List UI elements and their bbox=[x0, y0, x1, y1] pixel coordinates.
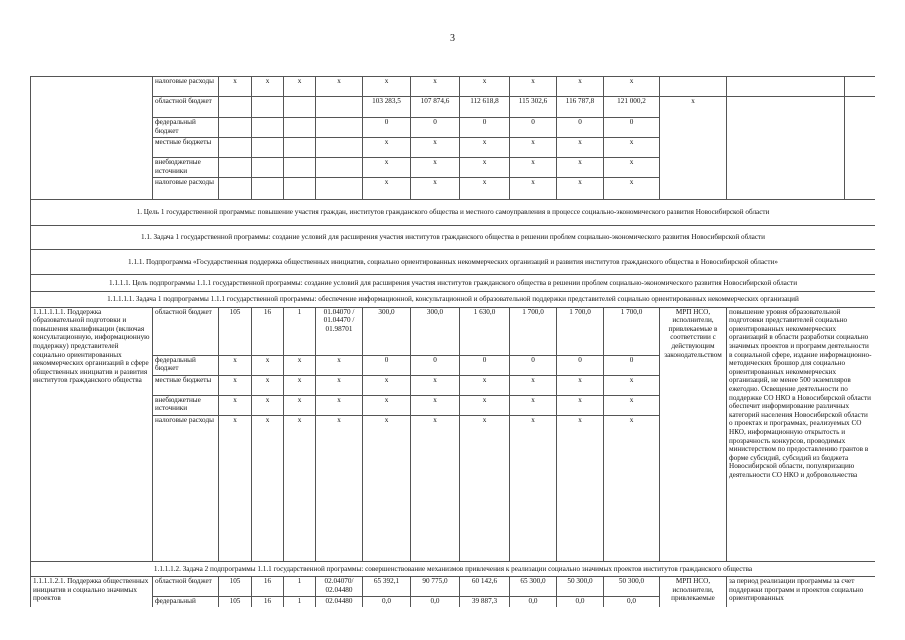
value-cell bbox=[316, 158, 363, 178]
source-label: налоговые расходы bbox=[153, 178, 219, 200]
value-cell: x bbox=[252, 355, 284, 375]
section-heading-row bbox=[31, 250, 876, 275]
value-cell: 65 392,1 bbox=[363, 577, 411, 597]
value-cell: 0,0 bbox=[557, 597, 604, 607]
item-name-cell bbox=[31, 77, 153, 200]
value-cell bbox=[219, 118, 252, 138]
value-cell: 0 bbox=[411, 355, 460, 375]
value-cell bbox=[252, 178, 284, 200]
value-cell bbox=[316, 178, 363, 200]
value-cell: x bbox=[411, 375, 460, 395]
value-cell: x bbox=[510, 138, 557, 158]
value-cell bbox=[252, 97, 284, 118]
value-cell: x bbox=[252, 375, 284, 395]
value-cell: x bbox=[510, 158, 557, 178]
value-cell: x bbox=[557, 138, 604, 158]
source-label: налоговые расходы bbox=[153, 415, 219, 561]
value-cell: 116 787,8 bbox=[557, 97, 604, 118]
value-cell: x bbox=[604, 158, 660, 178]
value-cell: x bbox=[363, 395, 411, 415]
value-cell: x bbox=[604, 415, 660, 561]
value-cell: x bbox=[460, 158, 510, 178]
value-cell: x bbox=[219, 355, 252, 375]
value-cell: 112 618,8 bbox=[460, 97, 510, 118]
value-cell: x bbox=[219, 375, 252, 395]
section-heading-row bbox=[31, 226, 876, 250]
value-cell: x bbox=[557, 158, 604, 178]
measure-2-responsible: МРП НСО, исполнители, привлекаемые bbox=[660, 577, 727, 607]
value-cell: 50 300,0 bbox=[557, 577, 604, 597]
value-cell: x bbox=[510, 415, 557, 561]
table-row bbox=[31, 577, 876, 597]
value-cell: x bbox=[411, 395, 460, 415]
value-cell: x bbox=[460, 415, 510, 561]
value-cell: 0,0 bbox=[510, 597, 557, 607]
section-heading: 1. Цель 1 государственной программы: повышение участия граждан, институтов гражданского общества и местного самоуправления в процессе социально-экономического развития Новосибирской области bbox=[31, 200, 876, 226]
value-cell bbox=[219, 178, 252, 200]
value-cell: 02.04070/ 02.04480 bbox=[316, 577, 363, 597]
source-label: местные бюджеты bbox=[153, 375, 219, 395]
value-cell: x bbox=[510, 395, 557, 415]
section-heading-row bbox=[31, 561, 876, 577]
source-label: внебюджетные источники bbox=[153, 158, 219, 178]
value-cell: x bbox=[316, 395, 363, 415]
value-cell: x bbox=[510, 375, 557, 395]
source-label: областной бюджет bbox=[153, 577, 219, 597]
value-cell: 50 300,0 bbox=[604, 577, 660, 597]
value-cell: x bbox=[316, 415, 363, 561]
measure-1-name: 1.1.1.1.1.1. Поддержка образовательной подготовки и повышения квалификации (включая консультационную, информационную поддержку) представителей социально ориентированных некоммерческих организаций в сфере общественных инициатив и развития институтов гражданского общества bbox=[31, 307, 153, 561]
value-cell: x bbox=[411, 138, 460, 158]
section-heading-row bbox=[31, 275, 876, 292]
value-cell: 0,0 bbox=[411, 597, 460, 607]
result-cell bbox=[727, 77, 845, 97]
value-cell: 0,0 bbox=[604, 597, 660, 607]
value-cell: 0,0 bbox=[363, 597, 411, 607]
value-cell bbox=[316, 118, 363, 138]
value-cell: x bbox=[411, 415, 460, 561]
value-cell bbox=[284, 97, 316, 118]
responsible-cell bbox=[660, 77, 727, 97]
value-cell: x bbox=[411, 77, 460, 97]
value-cell: x bbox=[604, 375, 660, 395]
source-label: областной бюджет bbox=[153, 97, 219, 118]
value-cell bbox=[252, 138, 284, 158]
value-cell: 16 bbox=[252, 577, 284, 597]
value-cell: x bbox=[316, 375, 363, 395]
value-cell: x bbox=[316, 355, 363, 375]
value-cell: x bbox=[252, 415, 284, 561]
value-cell: x bbox=[604, 138, 660, 158]
section-heading-row bbox=[31, 292, 876, 308]
value-cell: x bbox=[411, 158, 460, 178]
value-cell: 1 bbox=[284, 577, 316, 597]
value-cell: x bbox=[363, 375, 411, 395]
value-cell: 105 bbox=[219, 577, 252, 597]
value-cell: x bbox=[363, 178, 411, 200]
measure-1-responsible: МРП НСО, исполнители, привлекаемые в соответствии с действующим законодательством bbox=[660, 307, 727, 561]
value-cell: x bbox=[460, 395, 510, 415]
page-number: 3 bbox=[450, 33, 455, 44]
table-row bbox=[31, 97, 876, 118]
section-heading: 1.1.1.1. Цель подпрограммы 1.1.1 государственной программы: создание условий для расширения участия институтов гражданского общества в решении проблем социально-экономического развития Новосибирской области bbox=[31, 275, 876, 292]
value-cell bbox=[219, 97, 252, 118]
result-cell bbox=[727, 97, 845, 200]
value-cell: 0 bbox=[557, 118, 604, 138]
value-cell: 1 700,0 bbox=[557, 307, 604, 355]
value-cell: x bbox=[284, 355, 316, 375]
value-cell: 0 bbox=[460, 118, 510, 138]
value-cell: 103 283,5 bbox=[363, 97, 411, 118]
value-cell: 16 bbox=[252, 597, 284, 607]
value-cell: 0 bbox=[363, 355, 411, 375]
value-cell: x bbox=[252, 395, 284, 415]
value-cell: 1 bbox=[284, 597, 316, 607]
value-cell: x bbox=[363, 415, 411, 561]
value-cell: 39 887,3 bbox=[460, 597, 510, 607]
program-table bbox=[30, 76, 875, 607]
value-cell: 0 bbox=[510, 355, 557, 375]
value-cell: 1 700,0 bbox=[604, 307, 660, 355]
value-cell: x bbox=[252, 77, 284, 97]
value-cell: x bbox=[604, 178, 660, 200]
value-cell bbox=[316, 138, 363, 158]
section-heading: 1.1.1.1.1. Задача 1 подпрограммы 1.1.1 государственной программы: обеспечение информационной, консультационной и образовательной поддержки представителей социально ориентированных некоммерческих организаций bbox=[31, 292, 876, 308]
measure-1-result: повышение уровня образовательной подготовки представителей социально ориентированных некоммерческих организаций в области разработки социально значимых проектов и программ деятельности в социальной сфере, издание информационно-методических брошюр для социально ориентированных некоммерческих организаций, не менее 500 экземпляров ежегодно. Освещение деятельности по поддержке СО НКО в Новосибирской области обеспечит информирование различных категорий населения Новосибирской области о проектах и программах, реализуемых СО НКО, информационную открытость и прозрачность конкурсов, проводимых министерством по предоставлению грантов в форме субсидий, субсидий из бюджета Новосибирской области, популяризацию деятельности СО НКО и добровольчества bbox=[727, 307, 876, 561]
value-cell: 90 775,0 bbox=[411, 577, 460, 597]
value-cell bbox=[252, 158, 284, 178]
value-cell: 105 bbox=[219, 307, 252, 355]
section-heading: 1.1.1.1.2. Задача 2 подпрограммы 1.1.1 государственной программы: совершенствование механизмов привлечения к реализации социально значимых проектов институтов гражданского общества bbox=[31, 561, 876, 577]
value-cell: x bbox=[460, 77, 510, 97]
value-cell: x bbox=[316, 77, 363, 97]
value-cell bbox=[284, 138, 316, 158]
value-cell bbox=[316, 97, 363, 118]
value-cell: x bbox=[284, 415, 316, 561]
value-cell bbox=[252, 118, 284, 138]
responsible-cell: x bbox=[660, 97, 727, 200]
value-cell: x bbox=[557, 178, 604, 200]
value-cell: 01.04070 / 01.04470 / 01.98701 bbox=[316, 307, 363, 355]
value-cell bbox=[284, 158, 316, 178]
measure-2-name: 1.1.1.1.2.1. Поддержка общественных инициатив и социально значимых проектов bbox=[31, 577, 153, 607]
section-heading: 1.1.1. Подпрограмма «Государственная поддержка общественных инициатив, социально ориентированных некоммерческих организаций и развития институтов гражданского общества в Новосибирской области» bbox=[31, 250, 876, 275]
section-heading: 1.1. Задача 1 государственной программы: создание условий для расширения участия институтов гражданского общества в решении проблем социально-экономического развития Новосибирской области bbox=[31, 226, 876, 250]
value-cell: 16 bbox=[252, 307, 284, 355]
value-cell: x bbox=[284, 375, 316, 395]
value-cell: 0 bbox=[604, 355, 660, 375]
document-table-area bbox=[30, 76, 875, 607]
table-row bbox=[31, 307, 876, 355]
source-label: областной бюджет bbox=[153, 307, 219, 355]
extra-cell bbox=[845, 77, 876, 97]
value-cell bbox=[219, 138, 252, 158]
value-cell: x bbox=[284, 77, 316, 97]
value-cell: 0 bbox=[363, 118, 411, 138]
value-cell: x bbox=[363, 138, 411, 158]
value-cell bbox=[284, 118, 316, 138]
value-cell: x bbox=[557, 375, 604, 395]
value-cell: 0 bbox=[557, 355, 604, 375]
value-cell: x bbox=[557, 415, 604, 561]
section-heading-row bbox=[31, 200, 876, 226]
value-cell: 0 bbox=[604, 118, 660, 138]
measure-2-result: за период реализации программы за счет поддержки программ и проектов социально ориентированных bbox=[727, 577, 876, 607]
value-cell: x bbox=[219, 77, 252, 97]
value-cell: x bbox=[460, 178, 510, 200]
value-cell: 0 bbox=[510, 118, 557, 138]
value-cell: 1 bbox=[284, 307, 316, 355]
value-cell: 121 000,2 bbox=[604, 97, 660, 118]
value-cell: 60 142,6 bbox=[460, 577, 510, 597]
value-cell bbox=[219, 158, 252, 178]
value-cell: 65 300,0 bbox=[510, 577, 557, 597]
value-cell: 1 700,0 bbox=[510, 307, 557, 355]
value-cell bbox=[284, 178, 316, 200]
value-cell: x bbox=[510, 178, 557, 200]
value-cell: x bbox=[604, 77, 660, 97]
value-cell: 0 bbox=[460, 355, 510, 375]
value-cell: x bbox=[460, 375, 510, 395]
value-cell: x bbox=[510, 77, 557, 97]
source-label: федеральный бюджет bbox=[153, 118, 219, 138]
table-row bbox=[31, 77, 876, 97]
value-cell: 1 630,0 bbox=[460, 307, 510, 355]
value-cell: x bbox=[411, 178, 460, 200]
source-label: местные бюджеты bbox=[153, 138, 219, 158]
source-label: федеральный bbox=[153, 597, 219, 607]
source-label: федеральный бюджет bbox=[153, 355, 219, 375]
source-label: внебюджетные источники bbox=[153, 395, 219, 415]
extra-cell bbox=[845, 97, 876, 200]
value-cell: x bbox=[219, 415, 252, 561]
value-cell: 300,0 bbox=[411, 307, 460, 355]
value-cell: x bbox=[363, 158, 411, 178]
value-cell: 105 bbox=[219, 597, 252, 607]
value-cell: x bbox=[284, 395, 316, 415]
value-cell: 300,0 bbox=[363, 307, 411, 355]
value-cell: x bbox=[557, 77, 604, 97]
value-cell: x bbox=[557, 395, 604, 415]
value-cell: x bbox=[604, 395, 660, 415]
value-cell: 0 bbox=[411, 118, 460, 138]
value-cell: x bbox=[363, 77, 411, 97]
value-cell: 02.04480 bbox=[316, 597, 363, 607]
value-cell: x bbox=[219, 395, 252, 415]
value-cell: 115 302,6 bbox=[510, 97, 557, 118]
source-label: налоговые расходы bbox=[153, 77, 219, 97]
value-cell: x bbox=[460, 138, 510, 158]
value-cell: 107 874,6 bbox=[411, 97, 460, 118]
